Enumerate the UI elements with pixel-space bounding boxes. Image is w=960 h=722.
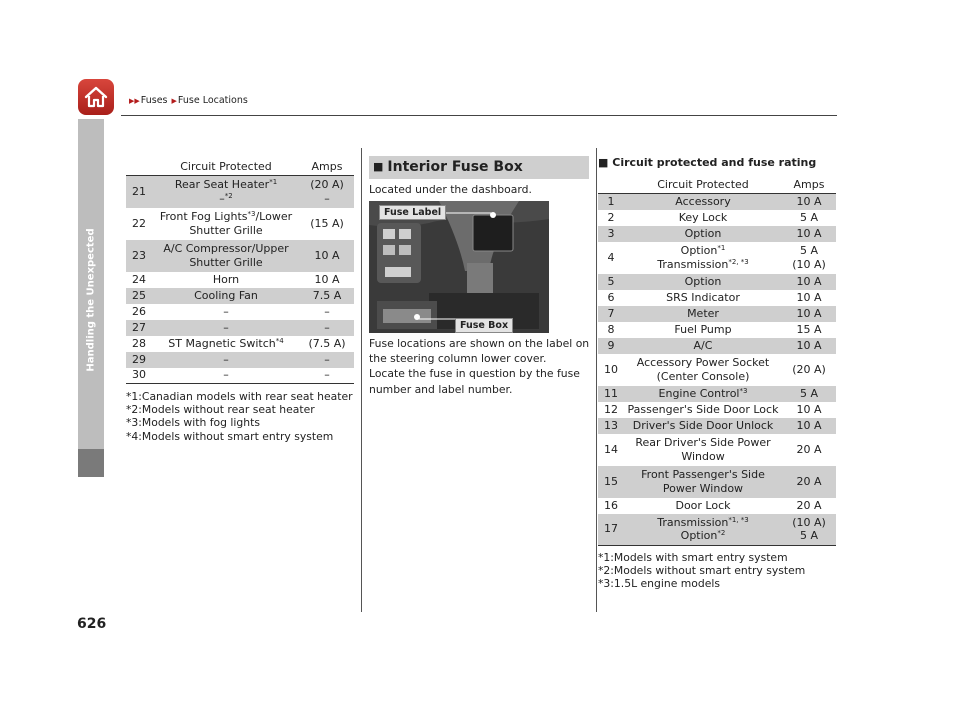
amps-cell bbox=[782, 226, 836, 242]
circuit-text: Transmission bbox=[657, 257, 729, 271]
circuit-line bbox=[624, 323, 782, 337]
circuit-cell bbox=[624, 210, 782, 226]
circuit-line bbox=[152, 353, 300, 367]
circuit-text: Fuel Pump bbox=[674, 322, 732, 336]
fuse-table-right bbox=[598, 176, 836, 546]
circuit-text: – bbox=[223, 320, 229, 334]
footnote: *1:Models with smart entry system bbox=[598, 551, 788, 564]
amps-cell bbox=[782, 338, 836, 354]
fuse-number: 3 bbox=[598, 226, 624, 242]
header-rule bbox=[121, 115, 837, 116]
circuit-cell bbox=[624, 466, 782, 498]
amps-cell bbox=[300, 272, 354, 288]
table-row bbox=[598, 210, 836, 226]
circuit-text: A/C bbox=[693, 338, 713, 352]
footnote-ref: *1 bbox=[717, 243, 726, 252]
circuit-line bbox=[624, 356, 782, 370]
circuit-cell bbox=[152, 368, 300, 384]
sidebar-section-label: Handling the Unexpected bbox=[85, 228, 97, 372]
circuit-text: Option bbox=[684, 226, 722, 240]
circuit-line bbox=[152, 321, 300, 335]
amps-cell bbox=[782, 306, 836, 322]
amps-cell bbox=[782, 418, 836, 434]
fuse-number: 16 bbox=[604, 498, 618, 512]
amps-value: 5 A bbox=[799, 386, 819, 400]
circuit-line bbox=[152, 305, 300, 319]
circuit-cell bbox=[624, 226, 782, 242]
circuit-line bbox=[152, 256, 300, 270]
home-icon bbox=[84, 85, 108, 109]
circuit-line bbox=[624, 529, 782, 543]
circuit-cell bbox=[152, 352, 300, 368]
breadcrumb-arrow-icon: ▶▶ bbox=[129, 97, 140, 105]
instruction-line: number and label number. bbox=[369, 382, 513, 396]
circuit-line bbox=[152, 224, 300, 238]
amps-value: – bbox=[324, 191, 330, 205]
circuit-line bbox=[624, 275, 782, 289]
circuit-line bbox=[152, 210, 300, 224]
amps-value: 10 A bbox=[796, 226, 822, 240]
circuit-text: Shutter Grille bbox=[189, 223, 263, 237]
amps-cell bbox=[782, 466, 836, 498]
table-row bbox=[598, 274, 836, 290]
interior-fuse-box-heading bbox=[369, 156, 589, 179]
amps-cell bbox=[782, 434, 836, 466]
circuit-line bbox=[624, 482, 782, 496]
fuse-box-callout: Fuse Box bbox=[455, 318, 513, 333]
fuse-number: 29 bbox=[126, 352, 152, 368]
amps-value: 10 A bbox=[314, 248, 340, 262]
footnote-ref: *4 bbox=[275, 336, 284, 345]
circuit-text: Option bbox=[680, 243, 718, 257]
amps-cell bbox=[782, 498, 836, 514]
fuse-number: 11 bbox=[598, 386, 624, 402]
table-row bbox=[126, 368, 354, 384]
circuit-cell bbox=[152, 176, 300, 208]
circuit-cell bbox=[624, 434, 782, 466]
amps-cell bbox=[782, 194, 836, 210]
amps-cell bbox=[782, 290, 836, 306]
amps-value: (7.5 A) bbox=[308, 336, 346, 350]
footnote: *1:Canadian models with rear seat heater bbox=[126, 390, 353, 403]
circuit-cell bbox=[624, 514, 782, 546]
circuit-line bbox=[152, 242, 300, 256]
circuit-text: Shutter Grille bbox=[189, 255, 263, 269]
circuit-line bbox=[624, 403, 782, 417]
breadcrumb-link-fuses[interactable]: Fuses bbox=[140, 95, 168, 106]
circuit-text: Window bbox=[681, 449, 725, 463]
amps-cell bbox=[782, 386, 836, 402]
circuit-text: Option bbox=[680, 529, 718, 543]
amps-cell bbox=[782, 322, 836, 338]
table-row bbox=[126, 320, 354, 336]
circuit-cell bbox=[624, 498, 782, 514]
section-tab[interactable] bbox=[78, 449, 104, 477]
circuit-text: A/C Compressor/Upper bbox=[163, 241, 289, 255]
table-row bbox=[126, 176, 354, 208]
amps-value: 10 A bbox=[796, 290, 822, 304]
amps-value: 10 A bbox=[796, 274, 822, 288]
amps-cell bbox=[782, 242, 836, 274]
circuit-text: Power Window bbox=[662, 481, 744, 495]
fuse-number: 25 bbox=[126, 288, 152, 304]
table-row bbox=[598, 434, 836, 466]
circuit-line bbox=[624, 291, 782, 305]
amps-value: 5 A bbox=[799, 210, 819, 224]
circuit-line bbox=[624, 339, 782, 353]
amps-cell bbox=[782, 274, 836, 290]
table-row bbox=[598, 418, 836, 434]
circuit-text: Front Fog Lights bbox=[159, 209, 248, 223]
circuit-line bbox=[624, 499, 782, 513]
fuse-number: 12 bbox=[604, 402, 618, 416]
table-row bbox=[126, 272, 354, 288]
dashboard-illustration bbox=[369, 201, 549, 333]
circuit-text: SRS Indicator bbox=[666, 290, 740, 304]
fuse-number: 28 bbox=[132, 336, 146, 350]
column-divider bbox=[596, 148, 597, 612]
fuse-number: 26 bbox=[132, 304, 146, 318]
circuit-text: Front Passenger's Side bbox=[641, 467, 765, 481]
circuit-cell bbox=[152, 208, 300, 240]
left-footnotes bbox=[126, 390, 353, 443]
fuse-number: 23 bbox=[126, 240, 152, 272]
footnote-ref: *3 bbox=[247, 209, 256, 218]
right-footnotes bbox=[598, 551, 805, 591]
table-row bbox=[598, 306, 836, 322]
fuse-number: 13 bbox=[598, 418, 624, 434]
table-row bbox=[598, 242, 836, 274]
page-number: 626 bbox=[77, 616, 107, 632]
fuse-number: 2 bbox=[607, 210, 615, 224]
footnote: *2:Models without rear seat heater bbox=[126, 403, 315, 417]
circuit-text: Rear Driver's Side Power bbox=[635, 435, 771, 449]
table-row bbox=[126, 304, 354, 320]
square-bullet-icon: ■ bbox=[598, 156, 609, 169]
circuit-text: Driver's Side Door Unlock bbox=[632, 418, 774, 432]
breadcrumb-arrow-icon: ▶ bbox=[171, 97, 177, 105]
amps-value: – bbox=[324, 352, 330, 366]
fuse-number: 1 bbox=[598, 194, 624, 210]
col-header-number bbox=[126, 158, 152, 176]
circuit-line bbox=[152, 192, 300, 206]
footnote: *3:1.5L engine models bbox=[598, 577, 721, 591]
fuse-number: 14 bbox=[604, 442, 618, 456]
fuse-number: 24 bbox=[132, 272, 146, 286]
amps-cell bbox=[300, 240, 354, 272]
table-row bbox=[126, 336, 354, 352]
col-header-number bbox=[598, 176, 624, 194]
table-row bbox=[598, 338, 836, 354]
amps-value: 7.5 A bbox=[312, 288, 342, 302]
amps-cell bbox=[782, 402, 836, 418]
circuit-line bbox=[624, 419, 782, 433]
circuit-text: – bbox=[223, 304, 229, 318]
amps-value: 10 A bbox=[796, 418, 822, 432]
circuit-cell bbox=[624, 306, 782, 322]
fuse-number: 22 bbox=[132, 216, 146, 230]
circuit-line bbox=[624, 370, 782, 384]
circuit-cell bbox=[152, 240, 300, 272]
circuit-line bbox=[152, 273, 300, 287]
location-text: Located under the dashboard. bbox=[369, 183, 532, 196]
amps-value: – bbox=[324, 304, 330, 318]
circuit-line bbox=[624, 211, 782, 225]
circuit-text: Horn bbox=[212, 272, 240, 286]
fuse-number: 9 bbox=[598, 338, 624, 354]
col-header-amps: Amps bbox=[300, 158, 354, 176]
footnote-ref: *2 bbox=[717, 529, 726, 538]
instruction-line: Locate the fuse in question by the fuse bbox=[369, 367, 580, 381]
circuit-line bbox=[624, 468, 782, 482]
circuit-line bbox=[152, 289, 300, 303]
column-divider bbox=[361, 148, 362, 612]
fuse-number: 27 bbox=[126, 320, 152, 336]
circuit-cell bbox=[152, 320, 300, 336]
circuit-line bbox=[624, 307, 782, 321]
fuse-number: 17 bbox=[598, 514, 624, 546]
circuit-text: – bbox=[219, 191, 225, 205]
table-header-row bbox=[126, 158, 354, 176]
table-row bbox=[126, 352, 354, 368]
circuit-text: ST Magnetic Switch bbox=[168, 336, 276, 350]
amps-value: 5 A bbox=[799, 243, 819, 257]
footnote-ref: *2 bbox=[224, 191, 233, 200]
home-button[interactable] bbox=[78, 79, 114, 115]
fuse-number: 5 bbox=[598, 274, 624, 290]
amps-value: (10 A) bbox=[792, 515, 826, 529]
fuse-label-callout: Fuse Label bbox=[379, 205, 446, 220]
amps-cell bbox=[782, 354, 836, 386]
amps-cell bbox=[300, 368, 354, 384]
table-row bbox=[598, 354, 836, 386]
circuit-line bbox=[624, 227, 782, 241]
amps-cell bbox=[300, 176, 354, 208]
heading-text: Circuit protected and fuse rating bbox=[612, 156, 817, 169]
fuse-number: 21 bbox=[126, 176, 152, 208]
circuit-text: Door Lock bbox=[675, 498, 731, 512]
amps-value: (20 A) bbox=[310, 178, 344, 191]
amps-value: 20 A bbox=[796, 474, 822, 488]
table-row bbox=[598, 226, 836, 242]
circuit-line bbox=[152, 178, 300, 192]
amps-value: (15 A) bbox=[310, 216, 344, 230]
amps-value: 10 A bbox=[314, 272, 340, 286]
circuit-line bbox=[624, 450, 782, 464]
footnote-ref: *2, *3 bbox=[728, 257, 749, 266]
circuit-line bbox=[152, 368, 300, 382]
footnote-ref: *1, *3 bbox=[728, 515, 749, 524]
table-row bbox=[126, 288, 354, 304]
circuit-line bbox=[624, 387, 782, 401]
amps-value: – bbox=[324, 368, 330, 382]
circuit-text: – bbox=[223, 368, 229, 382]
table-row bbox=[598, 322, 836, 338]
circuit-text: Option bbox=[684, 274, 722, 288]
amps-value: 20 A bbox=[796, 442, 822, 456]
circuit-text: Cooling Fan bbox=[194, 288, 258, 302]
col-header-amps: Amps bbox=[782, 176, 836, 194]
breadcrumb bbox=[128, 95, 248, 106]
circuit-cell bbox=[624, 354, 782, 386]
circuit-text: Engine Control bbox=[658, 386, 740, 400]
instruction-text bbox=[369, 336, 594, 397]
amps-value: 20 A bbox=[796, 498, 822, 512]
amps-cell bbox=[782, 210, 836, 226]
table-row bbox=[598, 402, 836, 418]
instruction-line: the steering column lower cover. bbox=[369, 352, 547, 366]
fuse-number: 4 bbox=[607, 250, 615, 264]
circuit-line bbox=[624, 195, 782, 209]
table-row bbox=[126, 208, 354, 240]
fuse-box-photo bbox=[369, 201, 549, 333]
amps-cell bbox=[300, 336, 354, 352]
fuse-number: 7 bbox=[598, 306, 624, 322]
circuit-text: Transmission bbox=[657, 515, 729, 529]
breadcrumb-current: Fuse Locations bbox=[177, 95, 248, 106]
circuit-cell bbox=[152, 304, 300, 320]
fuse-number: 30 bbox=[126, 368, 152, 384]
circuit-line bbox=[624, 258, 782, 272]
circuit-cell bbox=[624, 338, 782, 354]
circuit-text: Meter bbox=[687, 306, 719, 320]
circuit-text: (Center Console) bbox=[656, 369, 750, 383]
amps-cell bbox=[782, 514, 836, 546]
table-row bbox=[598, 386, 836, 402]
amps-cell bbox=[300, 352, 354, 368]
col-header-circuit: Circuit Protected bbox=[152, 158, 300, 176]
amps-value: 10 A bbox=[796, 338, 822, 352]
instruction-line: Fuse locations are shown on the label on bbox=[369, 337, 590, 350]
table-row bbox=[598, 466, 836, 498]
circuit-line bbox=[624, 244, 782, 258]
circuit-cell bbox=[624, 322, 782, 338]
amps-cell bbox=[300, 320, 354, 336]
amps-value: – bbox=[324, 320, 330, 334]
amps-value: 10 A bbox=[796, 194, 822, 208]
square-bullet-icon: ■ bbox=[373, 160, 384, 173]
footnote: *3:Models with fog lights bbox=[126, 416, 260, 430]
circuit-cell bbox=[624, 418, 782, 434]
col-header-circuit: Circuit Protected bbox=[624, 176, 782, 194]
circuit-text: Rear Seat Heater bbox=[174, 178, 270, 191]
heading-text: Interior Fuse Box bbox=[387, 159, 523, 175]
circuit-text: Key Lock bbox=[678, 210, 728, 224]
fuse-number: 8 bbox=[607, 322, 615, 336]
fuse-table-left bbox=[126, 158, 354, 384]
table-row bbox=[598, 194, 836, 210]
amps-value: 5 A bbox=[799, 529, 819, 543]
amps-value: 10 A bbox=[796, 306, 822, 320]
circuit-line bbox=[624, 516, 782, 530]
footnote-ref: *1 bbox=[269, 178, 278, 186]
fuse-number: 15 bbox=[598, 466, 624, 498]
amps-value: (10 A) bbox=[792, 257, 826, 271]
fuse-number: 10 bbox=[604, 362, 618, 376]
amps-value: 15 A bbox=[796, 322, 822, 336]
footnote: *2:Models without smart entry system bbox=[598, 564, 806, 578]
fuse-number: 6 bbox=[607, 290, 615, 304]
circuit-cell bbox=[624, 402, 782, 418]
circuit-cell bbox=[624, 274, 782, 290]
circuit-cell bbox=[152, 272, 300, 288]
table-row bbox=[598, 290, 836, 306]
circuit-text: /Lower bbox=[255, 209, 293, 223]
table-row bbox=[598, 498, 836, 514]
amps-value: (20 A) bbox=[792, 362, 826, 376]
circuit-line bbox=[152, 337, 300, 351]
circuit-text: Passenger's Side Door Lock bbox=[627, 402, 779, 416]
table-row bbox=[598, 514, 836, 546]
table-header-row bbox=[598, 176, 836, 194]
footnote-ref: *3 bbox=[739, 386, 748, 395]
circuit-line bbox=[624, 436, 782, 450]
amps-cell bbox=[300, 288, 354, 304]
amps-value: 10 A bbox=[796, 402, 822, 416]
amps-cell bbox=[300, 208, 354, 240]
footnote: *4:Models without smart entry system bbox=[126, 429, 334, 443]
circuit-cell bbox=[624, 290, 782, 306]
circuit-cell bbox=[152, 288, 300, 304]
circuit-cell bbox=[152, 336, 300, 352]
circuit-cell bbox=[624, 242, 782, 274]
circuit-cell bbox=[624, 386, 782, 402]
circuit-text: Accessory Power Socket bbox=[636, 355, 770, 369]
circuit-rating-heading bbox=[598, 156, 816, 169]
table-row bbox=[126, 240, 354, 272]
circuit-text: – bbox=[223, 352, 229, 366]
circuit-cell bbox=[624, 194, 782, 210]
amps-cell bbox=[300, 304, 354, 320]
circuit-text: Accessory bbox=[675, 194, 731, 208]
